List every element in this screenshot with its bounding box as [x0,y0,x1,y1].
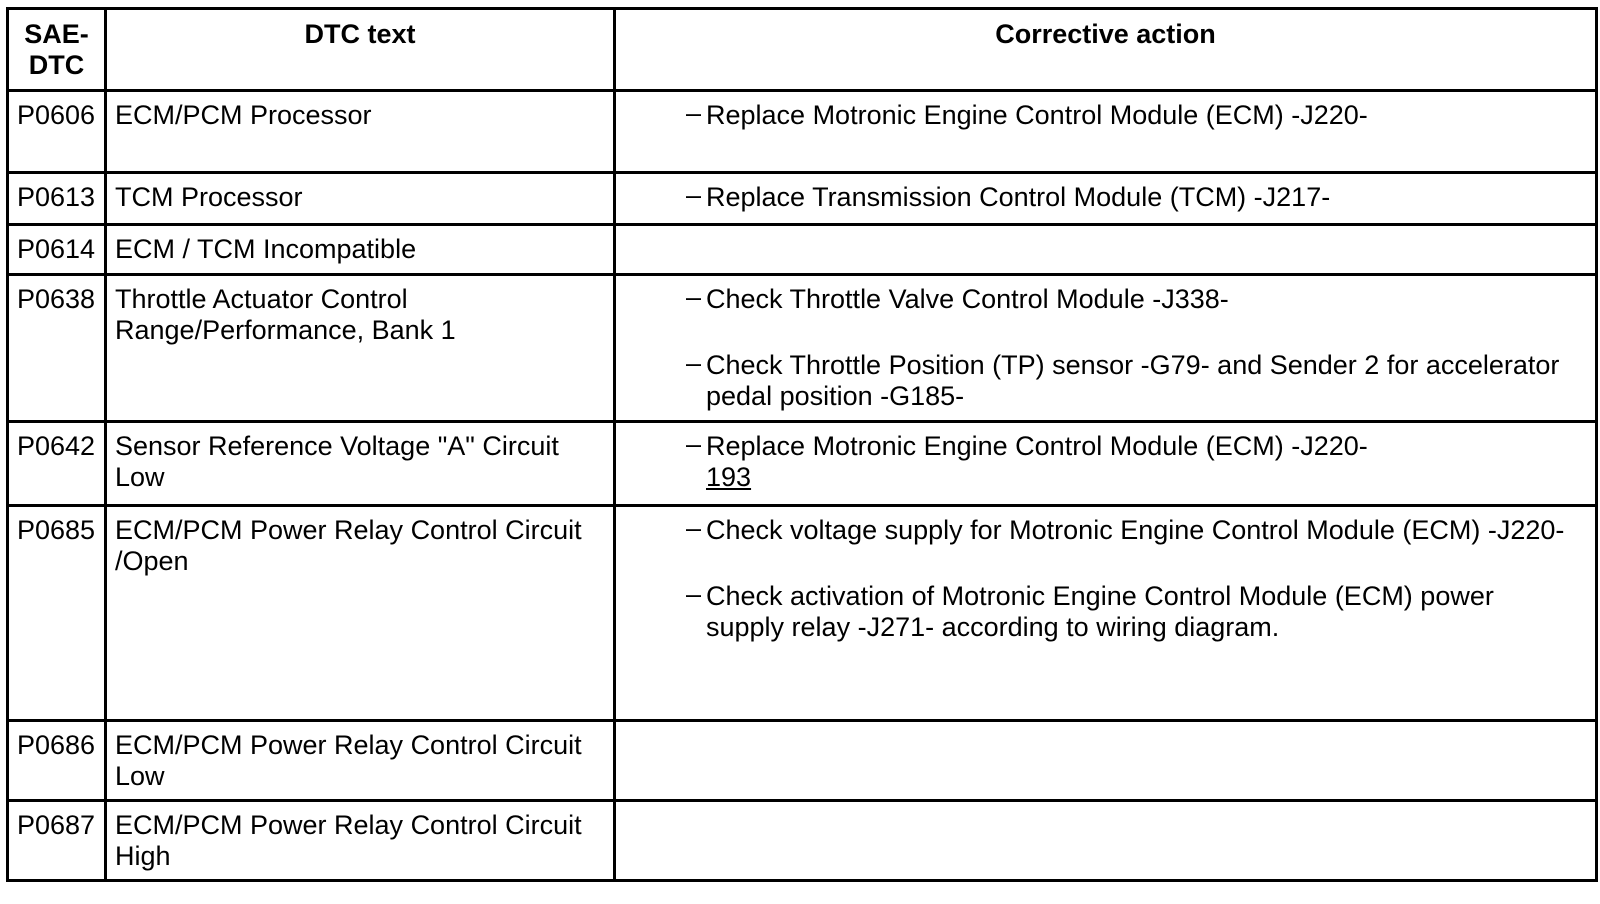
action-text: Replace Transmission Control Module (TCM) -J217- [706,182,1331,212]
table-row [8,275,1597,422]
dash-bullet-icon: – [686,282,702,312]
dtc-text-cell: TCM Processor [106,173,615,225]
corrective-action-cell [615,275,1597,422]
dtc-text-cell: Throttle Actuator Control Range/Performance, Bank 1 [106,275,615,422]
action-text: Check Throttle Valve Control Module -J338- [706,284,1229,314]
dtc-text-cell: ECM/PCM Power Relay Control Circuit High [106,801,615,881]
action-text: Check activation of Motronic Engine Control Module (ECM) power supply relay -J271- according to wiring diagram. [706,581,1494,642]
dtc-table [6,7,1598,882]
dtc-code-cell: P0685 [8,506,106,721]
table-header-row [8,9,1597,91]
dtc-code-cell: P0642 [8,422,106,506]
action-item [686,284,1565,315]
header-sae-dtc-line1: SAE- [24,19,89,49]
action-item [686,100,1565,131]
dtc-code-cell: P0614 [8,225,106,275]
action-item [686,182,1565,213]
corrective-action-cell [615,721,1597,801]
table-body [8,91,1597,881]
header-sae-dtc [8,9,106,91]
dtc-text-cell: ECM/PCM Power Relay Control Circuit /Open [106,506,615,721]
action-item [686,431,1565,493]
action-item [686,515,1565,546]
action-text: Replace Motronic Engine Control Module (ECM) -J220- [706,100,1368,130]
header-sae-dtc-line2: DTC [28,50,85,80]
corrective-action-cell [615,506,1597,721]
dtc-code-cell: P0606 [8,91,106,173]
page-reference-link[interactable]: 193 [706,462,752,492]
dtc-text-cell: ECM/PCM Processor [106,91,615,173]
dtc-text-cell: ECM/PCM Power Relay Control Circuit Low [106,721,615,801]
dash-bullet-icon: – [686,348,702,378]
table-row [8,801,1597,881]
dtc-code-cell: P0687 [8,801,106,881]
table-row [8,91,1597,173]
corrective-action-cell [615,225,1597,275]
dash-bullet-icon: – [686,98,702,128]
dash-bullet-icon: – [686,579,702,609]
table-row [8,173,1597,225]
action-text: Check voltage supply for Motronic Engine Control Module (ECM) -J220- [706,515,1565,545]
header-dtc-text: DTC text [106,9,615,91]
dash-bullet-icon: – [686,180,702,210]
table-row [8,422,1597,506]
corrective-action-cell [615,91,1597,173]
dtc-code-cell: P0638 [8,275,106,422]
dtc-code-cell: P0686 [8,721,106,801]
table-row [8,225,1597,275]
action-item [686,581,1565,643]
table-row [8,506,1597,721]
corrective-action-cell [615,173,1597,225]
dash-bullet-icon: – [686,429,702,459]
action-item [686,350,1565,412]
action-text: Check Throttle Position (TP) sensor -G79- and Sender 2 for accelerator pedal position -G185- [706,350,1560,411]
dtc-text-cell: Sensor Reference Voltage "A" Circuit Low [106,422,615,506]
dash-bullet-icon: – [686,513,702,543]
table-row [8,721,1597,801]
corrective-action-cell [615,422,1597,506]
dtc-code-cell: P0613 [8,173,106,225]
header-corrective-action: Corrective action [615,9,1597,91]
action-text: Replace Motronic Engine Control Module (ECM) -J220- [706,431,1368,461]
dtc-text-cell: ECM / TCM Incompatible [106,225,615,275]
corrective-action-cell [615,801,1597,881]
